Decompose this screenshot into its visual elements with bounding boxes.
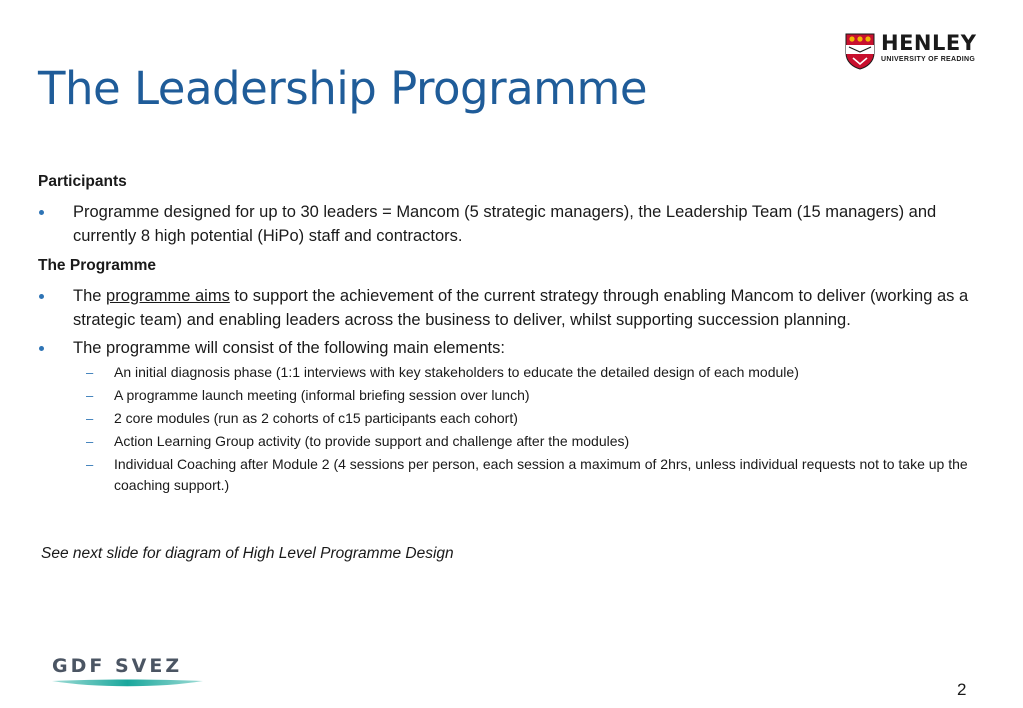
bullet-programme-elements bbox=[38, 336, 973, 360]
bullet-icon bbox=[39, 294, 44, 299]
bullet-icon bbox=[39, 346, 44, 351]
logo-subtitle: UNIVERSITY OF READING bbox=[881, 56, 976, 63]
slide-title: The Leadership Programme bbox=[38, 62, 648, 115]
sub-item bbox=[38, 431, 973, 452]
bullet-text: The programme will consist of the following main elements: bbox=[73, 339, 505, 357]
dash-icon: – bbox=[86, 434, 94, 449]
bullet-icon bbox=[39, 210, 44, 215]
sub-item bbox=[38, 362, 973, 383]
gdf-logo-text: GDF SVEZ bbox=[52, 655, 183, 677]
logo-name: HENLEY bbox=[881, 31, 977, 55]
sub-item bbox=[38, 454, 973, 496]
crest-icon bbox=[845, 33, 875, 70]
programme-aims-link[interactable]: programme aims bbox=[106, 287, 230, 305]
sub-item bbox=[38, 385, 973, 406]
bullet-text: Programme designed for up to 30 leaders = Mancom (5 strategic managers), the Leadership Team (15 managers) and currently 8 high potential (HiPo) staff and contractors. bbox=[73, 203, 937, 245]
section-heading-programme: The Programme bbox=[38, 257, 157, 274]
slide-body bbox=[38, 172, 973, 496]
sub-item-text: 2 core modules (run as 2 cohorts of c15 participants each cohort) bbox=[114, 410, 518, 426]
section-heading-participants: Participants bbox=[38, 173, 127, 190]
gdf-swoosh-icon bbox=[50, 677, 205, 689]
sub-item-text: A programme launch meeting (informal briefing session over lunch) bbox=[114, 387, 530, 403]
sub-item-text: Action Learning Group activity (to provide support and challenge after the modules) bbox=[114, 433, 630, 449]
sub-item bbox=[38, 408, 973, 429]
dash-icon: – bbox=[86, 365, 94, 380]
dash-icon: – bbox=[86, 457, 94, 472]
bullet-programme-aims bbox=[38, 284, 973, 332]
bullet-text-rest: to support the achievement of the current strategy through enabling Mancom to deliver (working as a strategic team) and enabling leaders across the business to deliver, whilst supporting succession planning. bbox=[73, 287, 969, 329]
dash-icon: – bbox=[86, 411, 94, 426]
bullet-participants bbox=[38, 200, 973, 248]
next-slide-note: See next slide for diagram of High Level Programme Design bbox=[41, 545, 454, 562]
sub-item-text: Individual Coaching after Module 2 (4 sessions per person, each session a maximum of 2hrs, unless individual requests not to take up the coaching support.) bbox=[114, 456, 968, 493]
henley-logo bbox=[845, 33, 975, 73]
bullet-text-prefix: The bbox=[73, 287, 107, 305]
gdf-suez-logo bbox=[50, 655, 205, 691]
page-number: 2 bbox=[957, 680, 967, 699]
sub-item-text: An initial diagnosis phase (1:1 interviews with key stakeholders to educate the detailed design of each module) bbox=[114, 364, 799, 380]
dash-icon: – bbox=[86, 388, 94, 403]
